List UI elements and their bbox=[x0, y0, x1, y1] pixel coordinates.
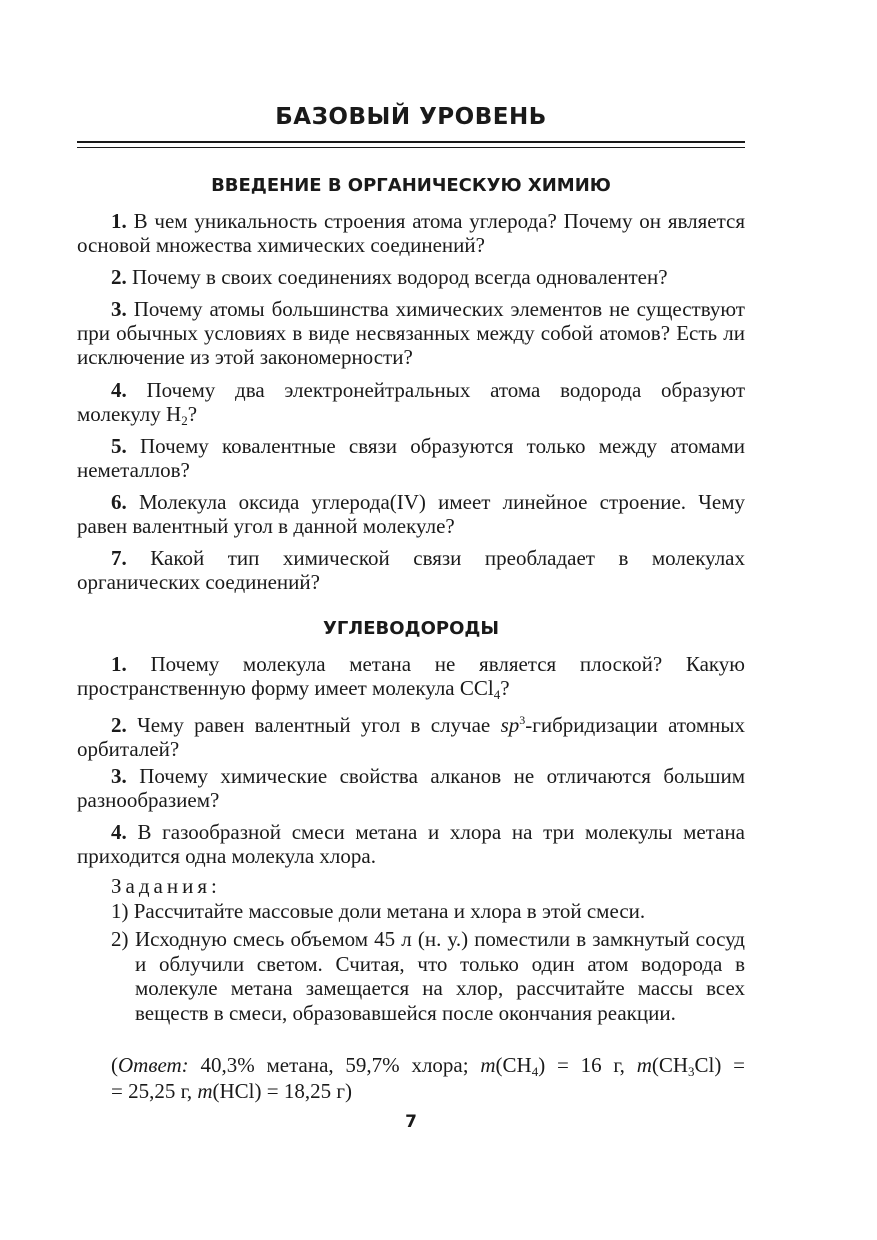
question-text-end: -гибридизации атомных орбиталей? bbox=[77, 713, 746, 761]
question-text: Почему атомы большинства химических элементов не существуют при обычных условиях в виде несвязанных между собой атомов? Есть ли исключение из этой закономерности? bbox=[77, 297, 745, 369]
formula-subscript: 4 bbox=[493, 687, 501, 702]
header-rule-thick bbox=[77, 141, 745, 143]
question-end: ? bbox=[187, 402, 198, 426]
answer-percentages: 40,3% метана, 59,7% хлора; bbox=[188, 1053, 481, 1077]
question-text-start: Чему равен валентный угол в случае bbox=[137, 713, 501, 737]
question-text: Молекула оксида углерода(IV) имеет линейное строение. Чему равен валентный угол в данной молекуле? bbox=[77, 490, 746, 538]
question-number: 5. bbox=[111, 434, 127, 458]
hydrocarbon-question-4 bbox=[77, 820, 745, 868]
task-number: 2) bbox=[111, 927, 129, 951]
question-number: 2. bbox=[111, 265, 127, 289]
question-number: 3. bbox=[111, 764, 127, 788]
question-number: 4. bbox=[111, 378, 127, 402]
task-text: Исходную смесь объемом 45 л (н. у.) поместили в замкнутый сосуд и облучили светом. Считая, что только один атом водорода в молекуле метана замещается на хлор, рассчитайте массы всех веществ в смеси, образовавшейся после окончания реакции. bbox=[135, 927, 745, 1025]
question-text: Почему два электронейтральных атома водорода образуют молекулу H bbox=[77, 378, 746, 426]
intro-question-7 bbox=[77, 546, 745, 594]
question-number: 1. bbox=[111, 209, 127, 233]
sp-term: sp bbox=[500, 713, 520, 737]
question-text: Почему химические свойства алканов не отличаются большим разнообразием? bbox=[77, 764, 745, 812]
answer-hcl-value: (HCl) = 18,25 г) bbox=[212, 1079, 352, 1103]
hydrocarbon-question-3 bbox=[77, 764, 745, 812]
question-number: 6. bbox=[111, 490, 127, 514]
question-text: Какой тип химической связи преобладает в молекулах органических соединений? bbox=[77, 546, 745, 594]
formula-ch4-value: ) = 16 г, bbox=[538, 1053, 637, 1077]
intro-question-4 bbox=[77, 378, 745, 433]
question-number: 4. bbox=[111, 820, 127, 844]
page-number: 7 bbox=[405, 1112, 417, 1132]
question-text: В чем уникальность строения атома углерода? Почему он является основой множества химических соединений? bbox=[77, 209, 746, 257]
hydrocarbon-question-1 bbox=[77, 652, 745, 707]
formula-subscript: 4 bbox=[531, 1064, 539, 1079]
tasks-label: Задания: bbox=[111, 874, 221, 898]
question-number: 7. bbox=[111, 546, 127, 570]
answer-ch3cl-value: = 25,25 г, bbox=[111, 1079, 198, 1103]
formula-subscript: 2 bbox=[181, 413, 188, 428]
answer-line-2 bbox=[111, 1079, 352, 1103]
section-title-intro: ВВЕДЕНИЕ В ОРГАНИЧЕСКУЮ ХИМИЮ bbox=[211, 175, 611, 196]
formula-ch3cl: (CH bbox=[651, 1053, 689, 1077]
header-rule-thin bbox=[77, 147, 745, 148]
question-text: В газообразной смеси метана и хлора на три молекулы метана приходится одна молекула хлора. bbox=[77, 820, 746, 868]
page-header-title: БАЗОВЫЙ УРОВЕНЬ bbox=[275, 104, 547, 130]
question-text: Почему в своих соединениях водород всегда одновалентен? bbox=[132, 265, 668, 289]
formula-subscript: 3 bbox=[688, 1064, 695, 1079]
question-number: 1. bbox=[111, 652, 127, 676]
formula-ch3cl-tail: Cl) = bbox=[694, 1053, 745, 1077]
intro-question-1 bbox=[77, 209, 745, 257]
task-1: 1) Рассчитайте массовые доли метана и хлора в этой смеси. bbox=[111, 899, 646, 923]
sp-superscript: 3 bbox=[519, 713, 526, 727]
formula-ch4: (CH bbox=[495, 1053, 532, 1077]
answer-paren: ( bbox=[111, 1053, 118, 1077]
question-text: Почему ковалентные связи образуются только между атомами неметаллов? bbox=[77, 434, 746, 482]
intro-question-3 bbox=[77, 297, 745, 369]
question-number: 2. bbox=[111, 713, 127, 737]
mass-symbol: m bbox=[636, 1053, 652, 1077]
mass-symbol: m bbox=[480, 1053, 496, 1077]
intro-question-6 bbox=[77, 490, 745, 538]
question-number: 3. bbox=[111, 297, 127, 321]
intro-question-5 bbox=[77, 434, 745, 482]
hydrocarbon-question-2 bbox=[77, 708, 745, 761]
answer-label: Ответ: bbox=[118, 1053, 189, 1077]
intro-question-2 bbox=[77, 265, 745, 289]
mass-symbol: m bbox=[197, 1079, 213, 1103]
question-text: Почему молекула метана не является плоской? Какую пространственную форму имеет молекула CCl bbox=[77, 652, 745, 700]
question-end: ? bbox=[500, 676, 510, 700]
section-title-hydrocarbons: УГЛЕВОДОРОДЫ bbox=[322, 618, 500, 639]
